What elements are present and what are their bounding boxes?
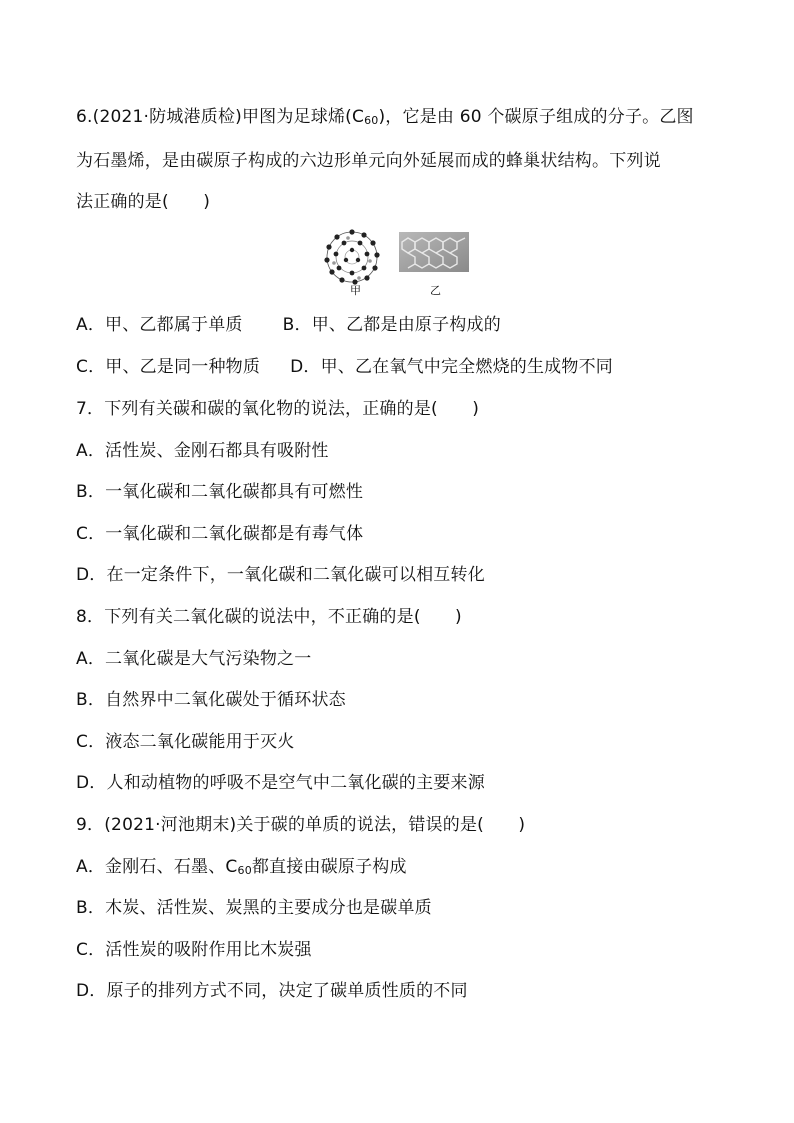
q9-option-d[interactable]: D．原子的排列方式不同，决定了碳单质性质的不同: [76, 981, 468, 1001]
q6-options-row-2: [76, 356, 613, 378]
q6-option-c[interactable]: C．甲、乙是同一种物质: [76, 357, 261, 377]
q9-option-a-part-1: A．金刚石、石墨、C: [76, 857, 238, 877]
q6-text-part-1: 6.(2021·防城港质检)甲图为足球烯(C: [76, 107, 365, 127]
q8-option-c[interactable]: C．液态二氧化碳能用于灭火: [76, 732, 295, 752]
q6-figure-drawing: [322, 228, 482, 286]
c60-subscript: 60: [364, 114, 379, 127]
q6-option-a[interactable]: A．甲、乙都属于单质: [76, 315, 243, 335]
q8-option-a[interactable]: A．二氧化碳是大气污染物之一: [76, 649, 312, 669]
figure-label-jia: 甲: [350, 284, 361, 297]
q9-option-a[interactable]: [76, 856, 407, 878]
q7-stem: 7．下列有关碳和碳的氧化物的说法，正确的是( ): [76, 399, 480, 419]
q9-option-a-part-2: 都直接由碳原子构成: [251, 857, 407, 877]
q6-text-part-2: )，它是由 60 个碳原子组成的分子。乙图: [378, 107, 694, 127]
q6-options-row-1: [76, 314, 501, 336]
q8-option-b[interactable]: B．自然界中二氧化碳处于循环状态: [76, 690, 346, 710]
q8-option-d[interactable]: D．人和动植物的呼吸不是空气中二氧化碳的主要来源: [76, 773, 485, 793]
q6-stem-line-1: [76, 106, 694, 128]
fullerene-image: [324, 229, 379, 284]
q6-stem-line-3: 法正确的是( ): [76, 192, 211, 212]
q6-figure: [322, 228, 482, 300]
q6-option-b[interactable]: B．甲、乙都是由原子构成的: [282, 315, 501, 335]
q7-option-b[interactable]: B．一氧化碳和二氧化碳都具有可燃性: [76, 482, 364, 502]
q9-option-c[interactable]: C．活性炭的吸附作用比木炭强: [76, 940, 312, 960]
graphene-image: [399, 232, 469, 272]
q7-option-c[interactable]: C．一氧化碳和二氧化碳都是有毒气体: [76, 524, 364, 544]
c60-subscript: 60: [237, 864, 252, 877]
q7-option-a[interactable]: A．活性炭、金刚石都具有吸附性: [76, 441, 329, 461]
q6-option-d[interactable]: D．甲、乙在氧气中完全燃烧的生成物不同: [290, 357, 613, 377]
q9-stem: 9．(2021·河池期末)关于碳的单质的说法，错误的是( ): [76, 815, 526, 835]
q9-option-b[interactable]: B．木炭、活性炭、炭黑的主要成分也是碳单质: [76, 898, 432, 918]
q7-option-d[interactable]: D．在一定条件下，一氧化碳和二氧化碳可以相互转化: [76, 565, 485, 585]
q6-stem-line-2: 为石墨烯，是由碳原子构成的六边形单元向外延展而成的蜂巢状结构。下列说: [76, 151, 661, 171]
q8-stem: 8．下列有关二氧化碳的说法中，不正确的是( ): [76, 607, 462, 627]
figure-label-yi: 乙: [430, 284, 441, 297]
